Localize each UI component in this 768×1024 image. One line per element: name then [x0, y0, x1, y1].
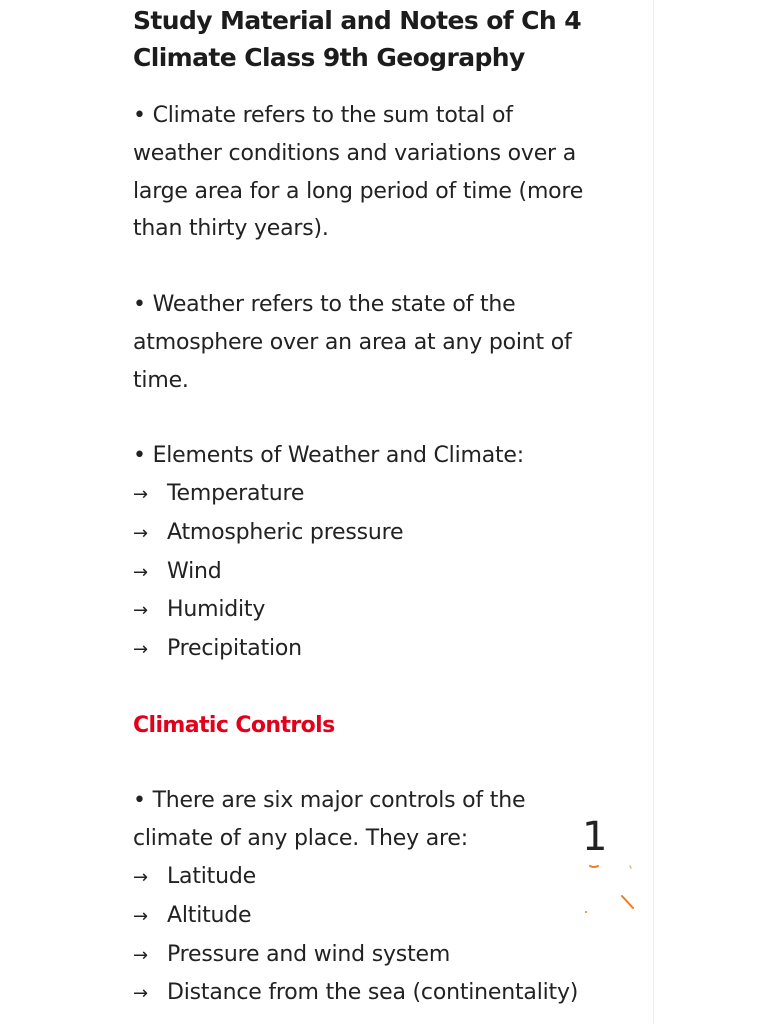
controls-list: [133, 858, 643, 1013]
list-item: → Altitude: [133, 897, 643, 936]
loading-spinner-icon: [580, 862, 640, 922]
arrow-icon: →: [133, 561, 148, 583]
list-item: → Pressure and wind system: [133, 936, 643, 975]
arrow-icon: →: [133, 522, 148, 544]
list-item: → Wind: [133, 553, 643, 592]
list-item: → Humidity: [133, 591, 643, 630]
climate-definition: • Climate refers to the sum total of weather conditions and variations over a large area for a long period of time (more than thirty years).: [133, 103, 584, 242]
overlay-number: 1: [582, 814, 608, 860]
controls-intro: • There are six major controls of the climate of any place. They are:: [133, 788, 526, 852]
article-content: [133, 0, 643, 1013]
arrow-icon: →: [133, 944, 148, 966]
elements-list: [133, 475, 643, 669]
title-line: Climate Class 9th Geography: [133, 43, 525, 72]
list-item: → Temperature: [133, 475, 643, 514]
page-title: [133, 0, 643, 76]
column-divider: [653, 0, 654, 1024]
arrow-icon: →: [133, 905, 148, 927]
title-line: Study Material and Notes of Ch 4: [133, 6, 581, 35]
list-item: → Atmospheric pressure: [133, 514, 643, 553]
list-item: → Precipitation: [133, 630, 643, 669]
arrow-icon: →: [133, 600, 148, 622]
section-heading: Climatic Controls: [133, 712, 335, 738]
list-item: → Latitude: [133, 858, 643, 897]
weather-definition: • Weather refers to the state of the atmosphere over an area at any point of time.: [133, 291, 572, 393]
arrow-icon: →: [133, 639, 148, 661]
arrow-icon: →: [133, 483, 148, 505]
elements-heading: • Elements of Weather and Climate:: [133, 443, 524, 469]
arrow-icon: →: [133, 866, 148, 888]
list-item: → Distance from the sea (continentality): [133, 974, 643, 1013]
arrow-icon: →: [133, 983, 148, 1005]
